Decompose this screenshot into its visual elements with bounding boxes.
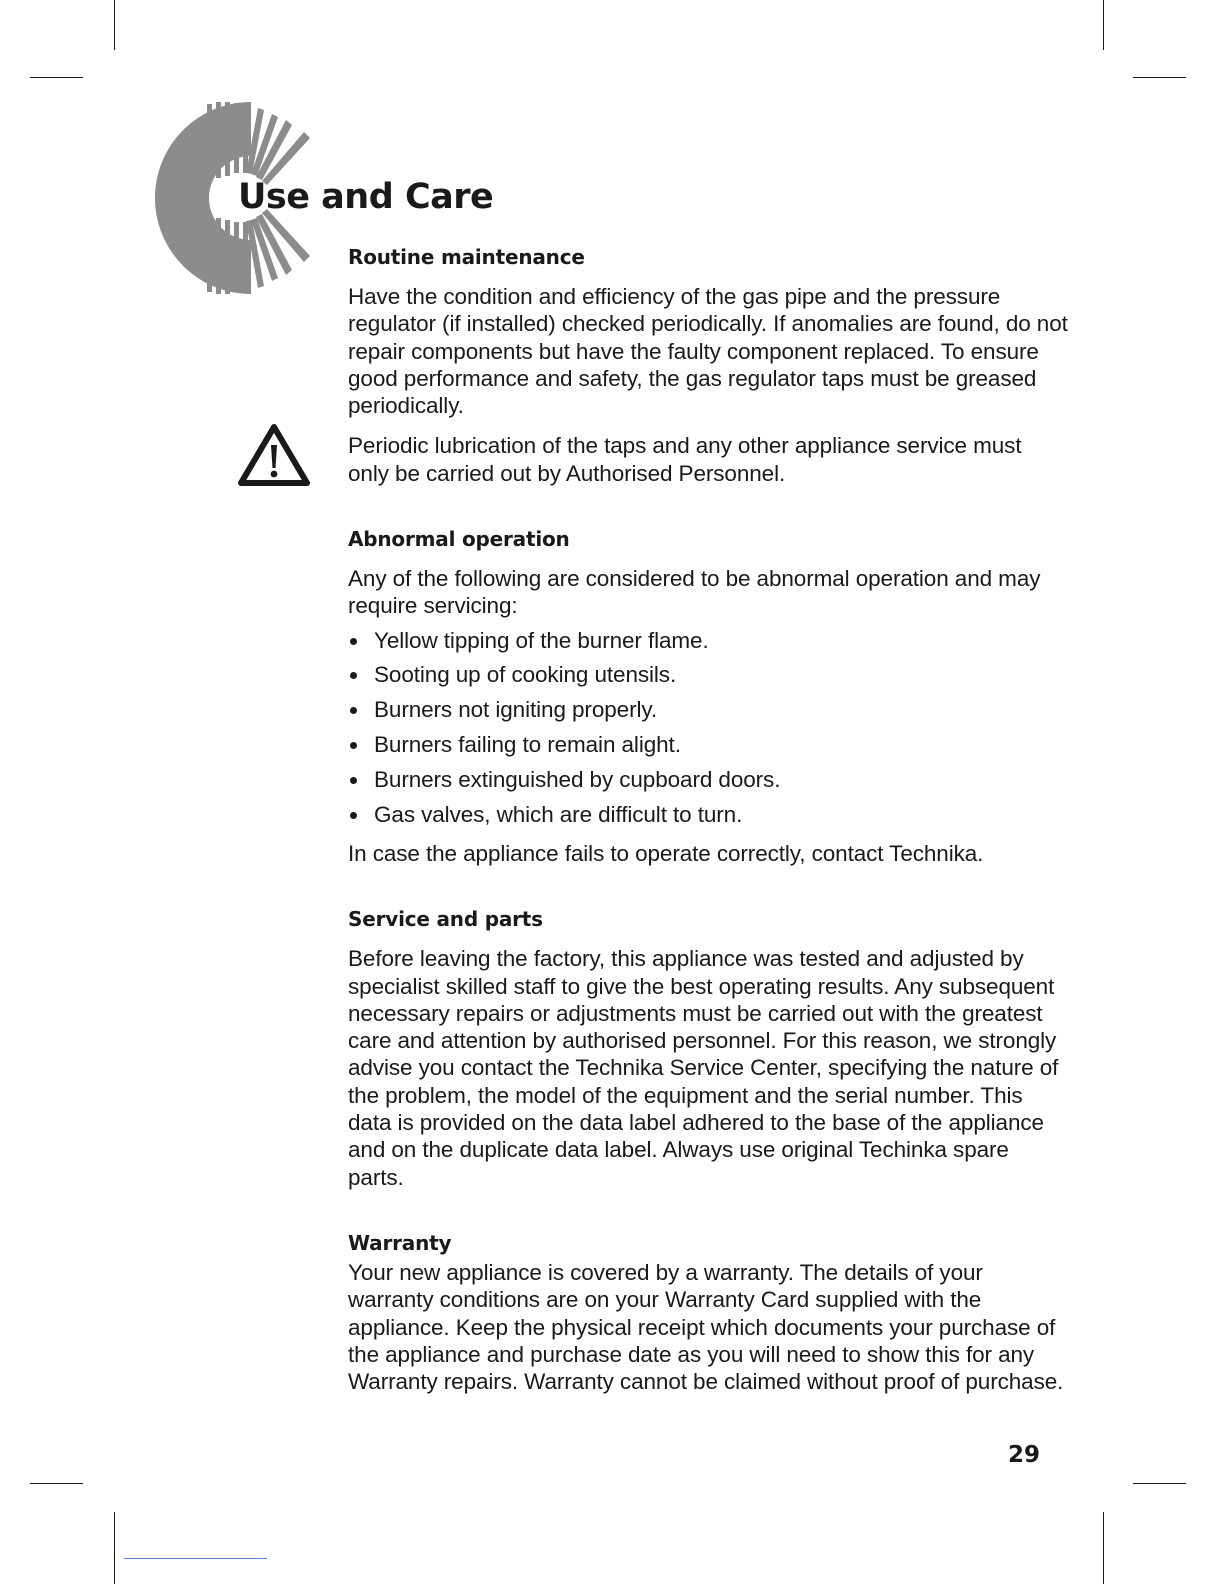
crop-mark-top-right-vertical xyxy=(1103,0,1104,50)
crop-mark-top-left-vertical xyxy=(114,0,115,50)
section-heading-routine-maintenance: Routine maintenance xyxy=(348,245,585,269)
list-item: Burners not igniting properly. xyxy=(348,696,1068,723)
crop-mark-top-right-horizontal xyxy=(1133,77,1186,78)
bottom-underline-decoration xyxy=(124,1558,267,1559)
service-and-parts-section xyxy=(348,905,1068,1191)
page-number: 29 xyxy=(1007,1442,1040,1468)
main-content xyxy=(348,243,1068,1433)
crop-mark-bottom-right-vertical xyxy=(1103,1512,1104,1584)
list-item: Yellow tipping of the burner flame. xyxy=(348,627,1068,654)
list-item: Burners failing to remain alight. xyxy=(348,731,1068,758)
routine-maintenance-paragraph: Have the condition and efficiency of the gas pipe and the pressure regulator (if installed) checked periodically. If anomalies are found, do not repair components but have the faulty component replaced. To ensure good performance and safety, the gas regulator taps must be greased periodically. xyxy=(348,284,1068,419)
crop-mark-bottom-left-vertical xyxy=(114,1512,115,1584)
list-item: Sooting up of cooking utensils. xyxy=(348,661,1068,688)
section-heading-abnormal-operation: Abnormal operation xyxy=(348,527,570,552)
list-item: Burners extinguished by cupboard doors. xyxy=(348,766,1068,793)
page-title: Use and Care xyxy=(238,177,494,217)
warning-triangle-icon xyxy=(237,423,311,487)
crop-mark-top-left-horizontal xyxy=(30,77,83,78)
abnormal-operation-list xyxy=(348,627,1068,828)
abnormal-operation-closing: In case the appliance fails to operate correctly, contact Technika. xyxy=(348,840,984,866)
crop-mark-bottom-right-horizontal xyxy=(1133,1483,1186,1484)
crop-mark-bottom-left-horizontal xyxy=(30,1483,83,1484)
warranty-section xyxy=(348,1229,1068,1395)
routine-maintenance-section xyxy=(348,243,1068,487)
warranty-paragraph: Your new appliance is covered by a warranty. The details of your warranty conditions are on your Warranty Card supplied with the appliance. Keep the physical receipt which documents your purchase of the appliance and purchase date as you will need to show this for any Warranty repairs. Warranty cannot be claimed without proof of purchase. xyxy=(348,1259,1064,1395)
abnormal-operation-intro: Any of the following are considered to be abnormal operation and may require servicing: xyxy=(348,566,1041,619)
section-heading-service-and-parts: Service and parts xyxy=(348,907,543,932)
warning-paragraph: Periodic lubrication of the taps and any other appliance service must only be carried out by Authorised Personnel. xyxy=(348,433,1022,486)
service-and-parts-paragraph: Before leaving the factory, this appliance was tested and adjusted by specialist skilled staff to give the best operating results. Any subsequent necessary repairs or adjustments must be carried out with the greatest care and attention by authorised personnel. For this reason, we strongly advise you contact the Technika Service Center, specifying the nature of the problem, the model of the equipment and the serial number. This data is provided on the data label adhered to the base of the appliance and on the duplicate data label. Always use original Techinka spare parts. xyxy=(348,946,1059,1190)
list-item: Gas valves, which are difficult to turn. xyxy=(348,801,1068,828)
section-heading-warranty: Warranty xyxy=(348,1230,452,1255)
abnormal-operation-section xyxy=(348,525,1068,867)
